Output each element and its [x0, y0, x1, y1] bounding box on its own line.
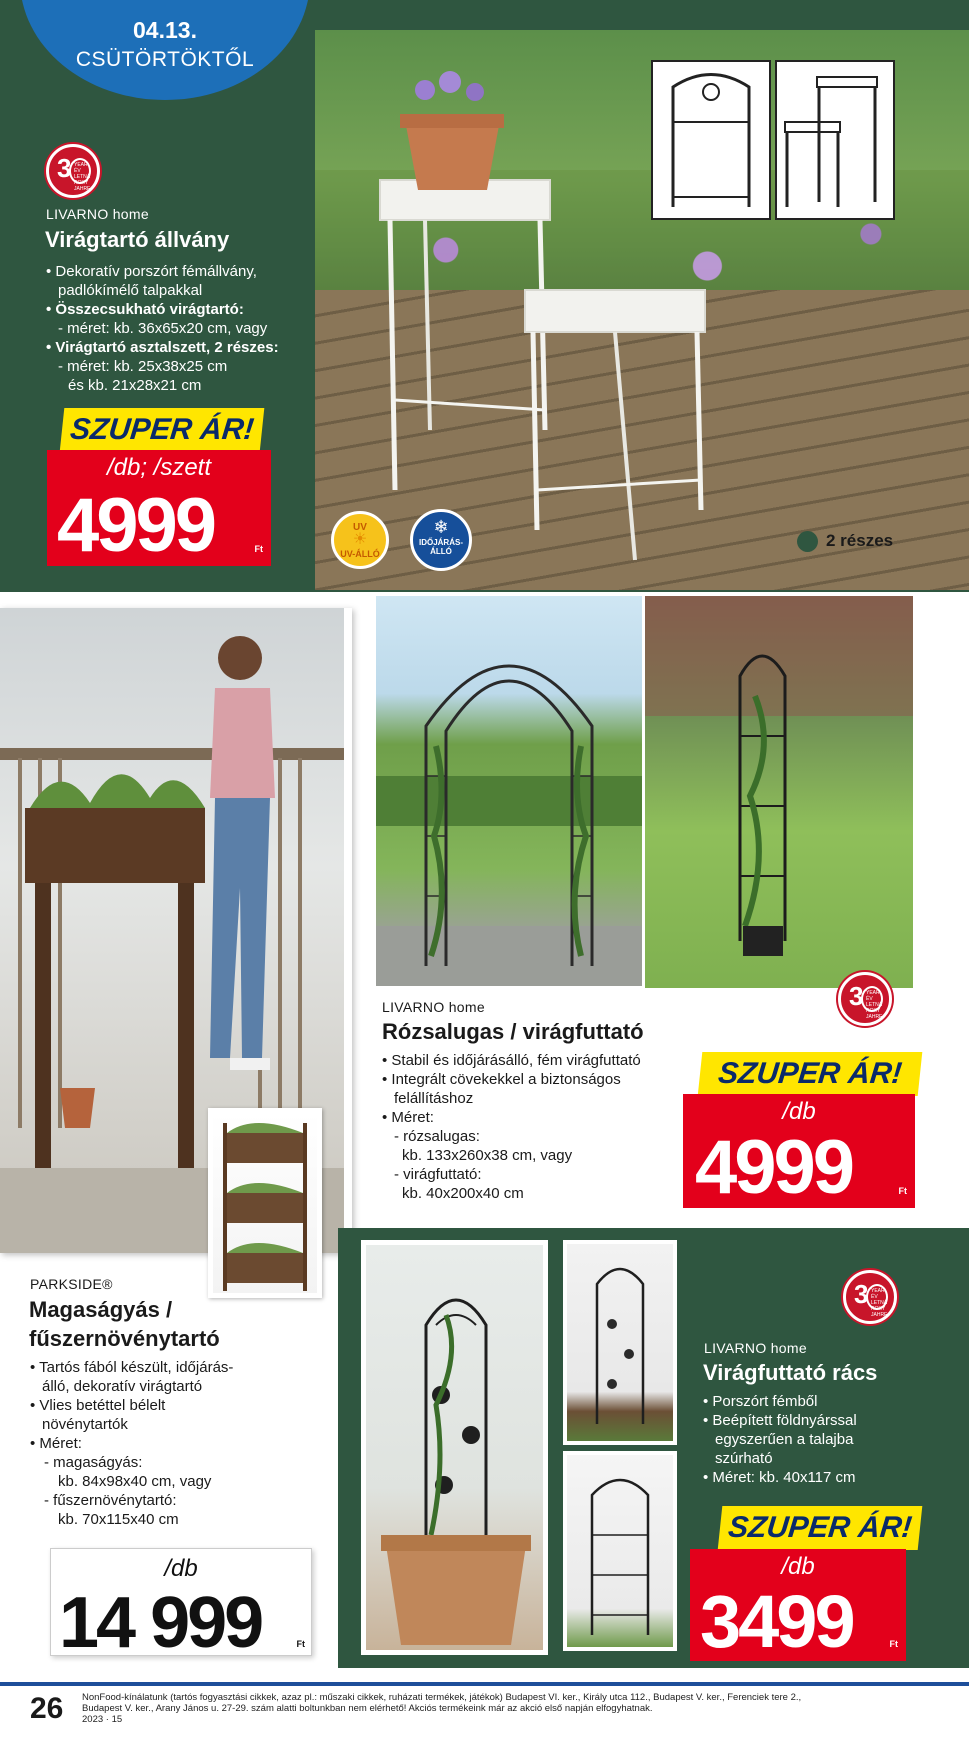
price-box	[690, 1549, 906, 1661]
title-line: fűszernövénytartó	[29, 1326, 220, 1351]
feature-line: egyszerűen a talajba	[715, 1431, 854, 1448]
date-line1: 04.13.	[133, 17, 197, 43]
price-value: 14 999	[59, 1583, 262, 1663]
currency: Ft	[296, 1639, 305, 1649]
feature-line: növénytartók	[42, 1416, 128, 1433]
feature-line: szúrható	[715, 1450, 773, 1467]
product-brand: LIVARNO home	[704, 1340, 807, 1356]
feature-line: - magaságyás:	[44, 1454, 143, 1471]
weather-label: IDŐJÁRÁS-ÁLLÓ	[418, 538, 463, 556]
feature-line: álló, dekoratív virágtartó	[42, 1378, 203, 1395]
price-value: 4999	[57, 483, 215, 568]
green-dot-icon	[797, 531, 818, 552]
folding-stand-thumbnail	[651, 60, 771, 220]
warranty-number: 3	[57, 153, 72, 183]
footer-line: Budapest V. ker., Arany János u. 27-29. szám alatti boltunkban nem elérhető! Akciós termékeink már az akció első napján elfogyhatnak.	[82, 1703, 653, 1714]
rose-arch-photo	[376, 596, 642, 986]
parts-label: 2 részes	[797, 531, 893, 552]
price-value: 4999	[695, 1125, 853, 1210]
date-badge	[20, 0, 310, 100]
feature-line: • Méret: kb. 40x117 cm	[703, 1469, 856, 1486]
product-title: Virágtartó állvány	[45, 227, 230, 252]
currency: Ft	[898, 1186, 907, 1196]
feature-line: és kb. 21x28x21 cm	[68, 377, 202, 394]
uv-label: UV-ÁLLÓ	[340, 549, 380, 559]
title-line: Magaságyás /	[29, 1297, 173, 1322]
product-title: Virágfuttató rács	[703, 1360, 878, 1385]
feature-line: kb. 133x260x38 cm, vagy	[402, 1147, 573, 1164]
obelisk-trellis-photo	[645, 596, 913, 988]
price-value: 3499	[700, 1580, 853, 1663]
feature-line: • Virágtartó asztalszett, 2 részes:	[46, 339, 279, 356]
warranty-badge	[46, 144, 100, 198]
feature-line: • Méret:	[30, 1435, 82, 1452]
feature-line: - méret: kb. 25x38x25 cm	[58, 358, 228, 375]
feature-line: • Beépített földnyárssal	[703, 1412, 857, 1429]
price-unit: /db	[164, 1555, 198, 1582]
super-price-label: SZUPER ÁR!	[60, 408, 265, 452]
price-box	[47, 450, 271, 566]
feature-line: - fűszernövénytartó:	[44, 1492, 177, 1509]
date-line2: CSÜTÖRTÖKTŐL	[75, 48, 255, 71]
footer-divider	[0, 1682, 969, 1686]
product-features	[382, 1051, 641, 1203]
product-features	[30, 1358, 233, 1529]
product-title	[29, 1295, 220, 1353]
currency: Ft	[889, 1639, 898, 1649]
price-unit: /db	[782, 1098, 816, 1125]
currency: Ft	[254, 544, 263, 554]
feature-line: kb. 70x115x40 cm	[58, 1511, 179, 1528]
weather-resistant-icon: ❄ IDŐJÁRÁS-ÁLLÓ	[410, 509, 472, 571]
table-set-thumbnail	[775, 60, 895, 220]
feature-line: • Tartós fából készült, időjárás-	[30, 1359, 234, 1376]
feature-line: • Porszórt fémből	[703, 1393, 818, 1410]
product-features	[703, 1392, 857, 1487]
price-unit: /db	[781, 1553, 815, 1580]
super-price-label: SZUPER ÁR!	[718, 1506, 923, 1550]
feature-line: kb. 84x98x40 cm, vagy	[58, 1473, 212, 1490]
trellis-detail-photo-1	[563, 1240, 677, 1445]
feature-line: padlókímélő talpakkal	[58, 282, 203, 299]
feature-line: • Integrált cövekekkel a biztonságos	[382, 1071, 621, 1088]
price-box	[683, 1094, 915, 1208]
product-brand: PARKSIDE®	[30, 1276, 113, 1292]
footer-disclaimer	[82, 1692, 922, 1725]
uv-resistant-icon: UV ☀ UV-ÁLLÓ	[331, 511, 389, 569]
super-price-label: SZUPER ÁR!	[698, 1052, 923, 1096]
price-unit: /db; /szett	[106, 454, 212, 481]
feature-line: kb. 40x200x40 cm	[402, 1185, 524, 1202]
feature-line: felállításhoz	[394, 1090, 474, 1107]
footer-line: 2023 · 15	[82, 1714, 123, 1725]
product-brand: LIVARNO home	[46, 206, 149, 222]
footer-line: NonFood-kínálatunk (tartós fogyasztási cikkek, azaz pl.: műszaki cikkek, ruházati termékek, játékok) Budapest VI. ker., Király utca 112., Budapest V. ker., Ferenciek tere 2.,	[82, 1692, 802, 1703]
product-brand: LIVARNO home	[382, 999, 485, 1015]
warranty-text: YEAR ÉV LETNÁ ROKY JAHRE	[74, 162, 91, 192]
trellis-pot-photo	[361, 1240, 548, 1655]
trellis-detail-photo-2	[563, 1451, 677, 1651]
feature-line: • Összecsukható virágtartó:	[46, 301, 244, 318]
feature-line: • Stabil és időjárásálló, fém virágfuttató	[382, 1052, 641, 1069]
product-features	[46, 262, 279, 395]
feature-line: - virágfuttató:	[394, 1166, 482, 1183]
feature-line: - rózsalugas:	[394, 1128, 480, 1145]
page-number: 26	[30, 1692, 64, 1725]
feature-line: • Méret:	[382, 1109, 434, 1126]
product-title: Rózsalugas / virágfuttató	[382, 1019, 644, 1044]
herb-planter-thumbnail	[208, 1108, 322, 1298]
feature-line: - méret: kb. 36x65x20 cm, vagy	[58, 320, 268, 337]
price-box	[50, 1548, 312, 1663]
feature-line: • Vlies betéttel bélelt	[30, 1397, 166, 1414]
warranty-badge: 3 YEAR ÉV LETNÁ ROKY JAHRE	[838, 972, 892, 1026]
plant-stand-photo	[315, 30, 969, 590]
feature-line: • Dekoratív porszórt fémállvány,	[46, 263, 257, 280]
warranty-badge: 3 YEAR ÉV LETNÁ ROKY JAHRE	[843, 1270, 897, 1324]
